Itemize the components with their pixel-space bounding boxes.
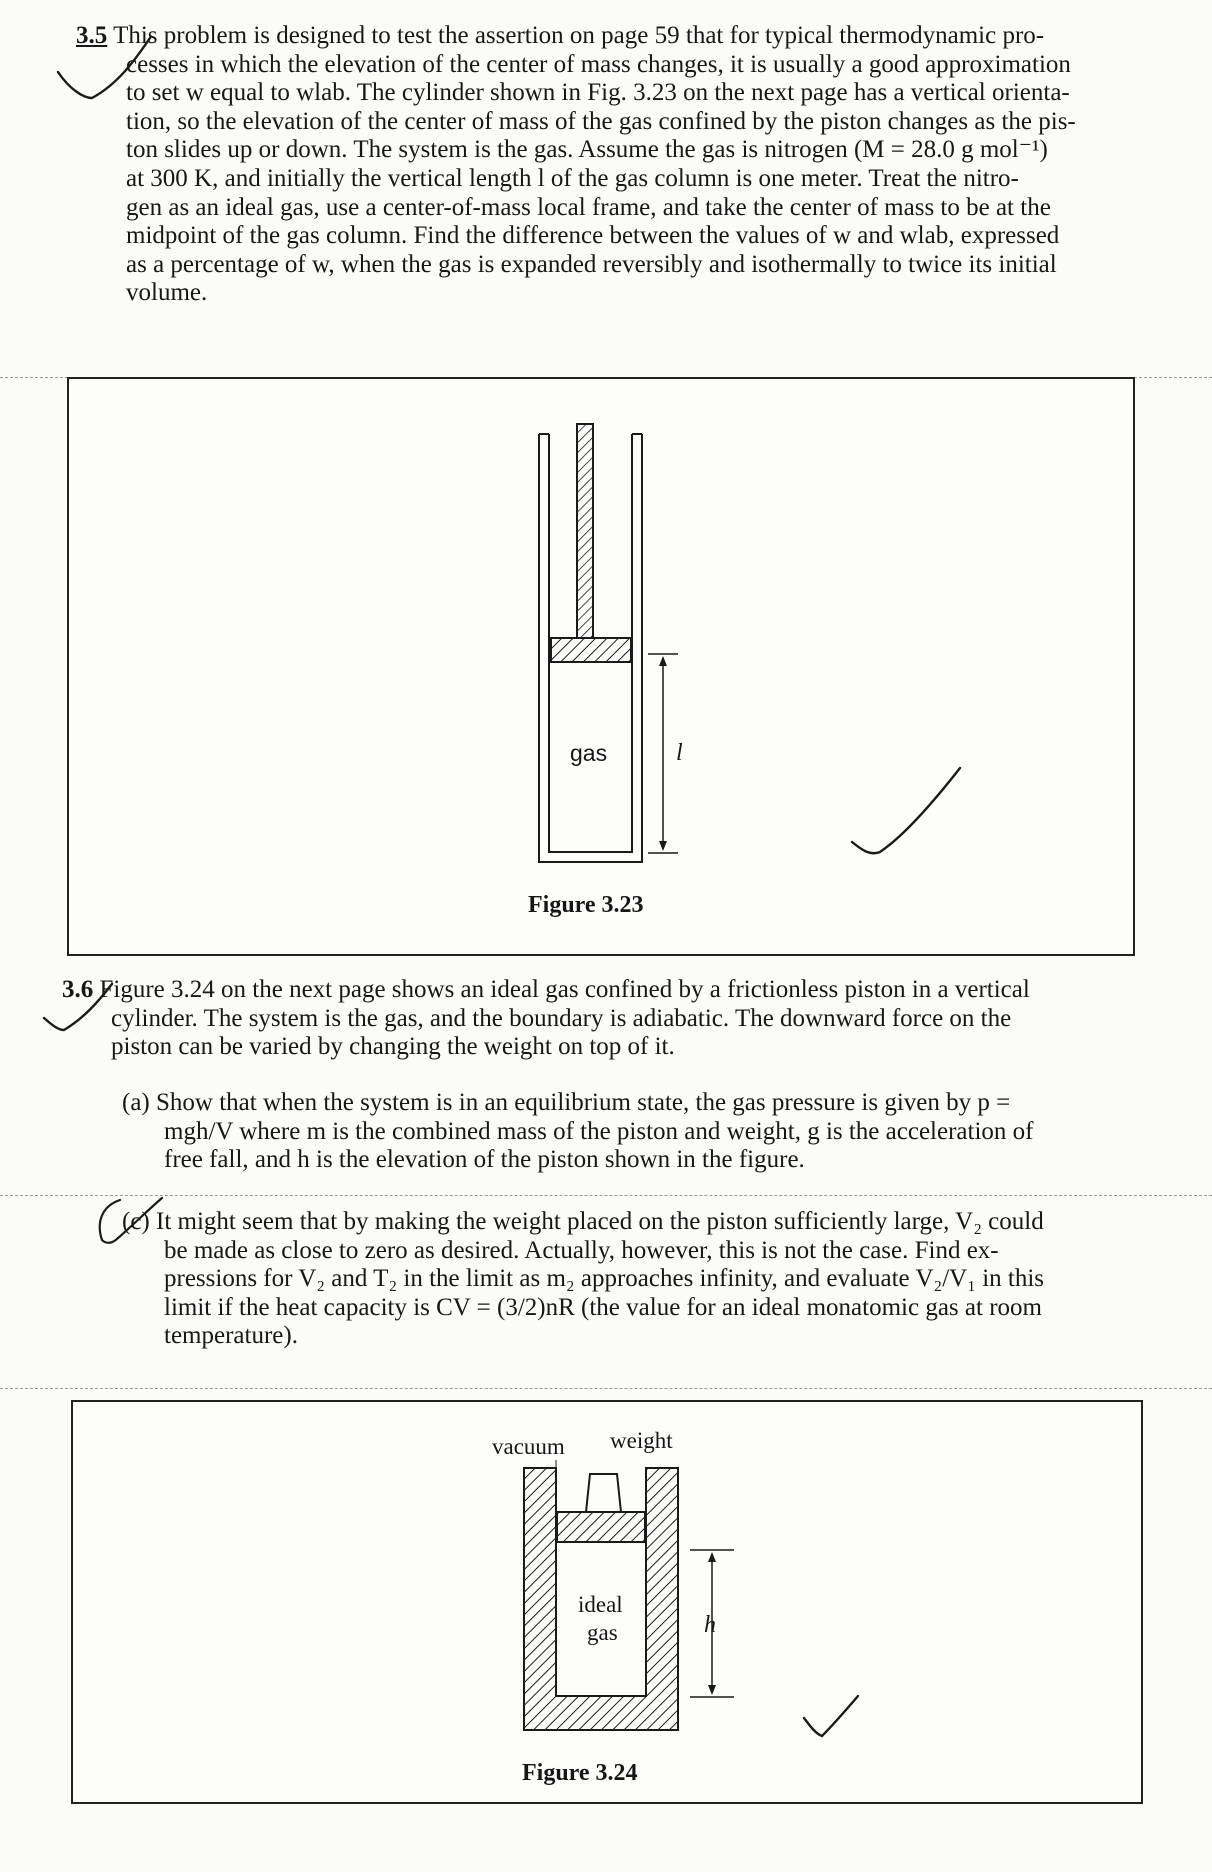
length-label: l [676, 740, 683, 766]
weight-label: weight [610, 1428, 673, 1453]
problem-3-5-line-3: to set w equal to wlab. The cylinder shown in Fig. 3.23 on the next page has a vertical orienta- [126, 79, 1070, 107]
part-c-label: (c) [122, 1208, 150, 1235]
problem-3-6-line-2: cylinder. The system is the gas, and the boundary is adiabatic. The downward force on the [111, 1004, 1012, 1032]
problem-3-5-line-4: tion, so the elevation of the center of mass of the gas confined by the piston changes as the pis- [126, 107, 1076, 135]
problem-3-6-line-3: piston can be varied by changing the weight on top of it. [111, 1033, 675, 1061]
part-c-line-5: temperature). [164, 1322, 298, 1350]
problem-3-5-line-1: 3.5 This problem is designed to test the assertion on page 59 that for typical thermodynamic pro- [76, 22, 1045, 49]
part-c-line-3: pressions for V₂ and T₂ in the limit as m₂ approaches infinity, and evaluate V₂/V₁ in this [164, 1265, 1045, 1293]
part-a-line-3: free fall, and h is the elevation of the piston shown in the figure. [164, 1146, 805, 1174]
part-c-line-2: be made as close to zero as desired. Actually, however, this is not the case. Find ex- [164, 1236, 999, 1264]
problem-3-5-line-2: cesses in which the elevation of the center of mass changes, it is usually a good approximation [126, 50, 1071, 78]
problem-3-6-number: 3.6 [62, 976, 94, 1003]
ideal-gas-label-2: gas [587, 1620, 618, 1645]
problem-3-5-line-6: at 300 K, and initially the vertical length l of the gas column is one meter. Treat the nitro- [126, 164, 1019, 192]
problem-3-5-line-9: as a percentage of w, when the gas is expanded reversibly and isothermally to twice its initial [126, 250, 1057, 278]
gas-label: gas [570, 740, 608, 766]
figure-3-23-caption: Figure 3.23 [528, 892, 644, 918]
part-c-line-4: limit if the heat capacity is CV = (3/2)nR (the value for an ideal monatomic gas at room [164, 1293, 1042, 1321]
problem-3-6-line-1: 3.6 Figure 3.24 on the next page shows an ideal gas confined by a frictionless piston in a vertical [62, 976, 1030, 1003]
height-label: h [704, 1612, 716, 1638]
figure-3-24-caption: Figure 3.24 [522, 1760, 638, 1786]
part-a-line-1: (a) Show that when the system is in an equilibrium state, the gas pressure is given by p = [122, 1089, 1011, 1116]
ideal-gas-label-1: ideal [578, 1592, 623, 1617]
part-c-line-1: (c) It might seem that by making the weight placed on the piston sufficiently large, V₂ could [122, 1208, 1044, 1235]
problem-3-5-line-8: midpoint of the gas column. Find the difference between the values of w and wlab, expressed [126, 222, 1060, 250]
problem-3-5-line-7: gen as an ideal gas, use a center-of-mass local frame, and take the center of mass to be at the [126, 193, 1051, 221]
problem-3-5-line-10: volume. [126, 279, 208, 307]
part-a-label: (a) [122, 1089, 150, 1116]
problem-3-5-line-5: ton slides up or down. The system is the gas. Assume the gas is nitrogen (M = 28.0 g mol⁻¹) [126, 136, 1048, 164]
problem-3-5-number: 3.5 [76, 22, 108, 49]
vacuum-label: vacuum [492, 1434, 565, 1459]
part-a-line-2: mgh/V where m is the combined mass of the piston and weight, g is the acceleration of [164, 1117, 1034, 1145]
